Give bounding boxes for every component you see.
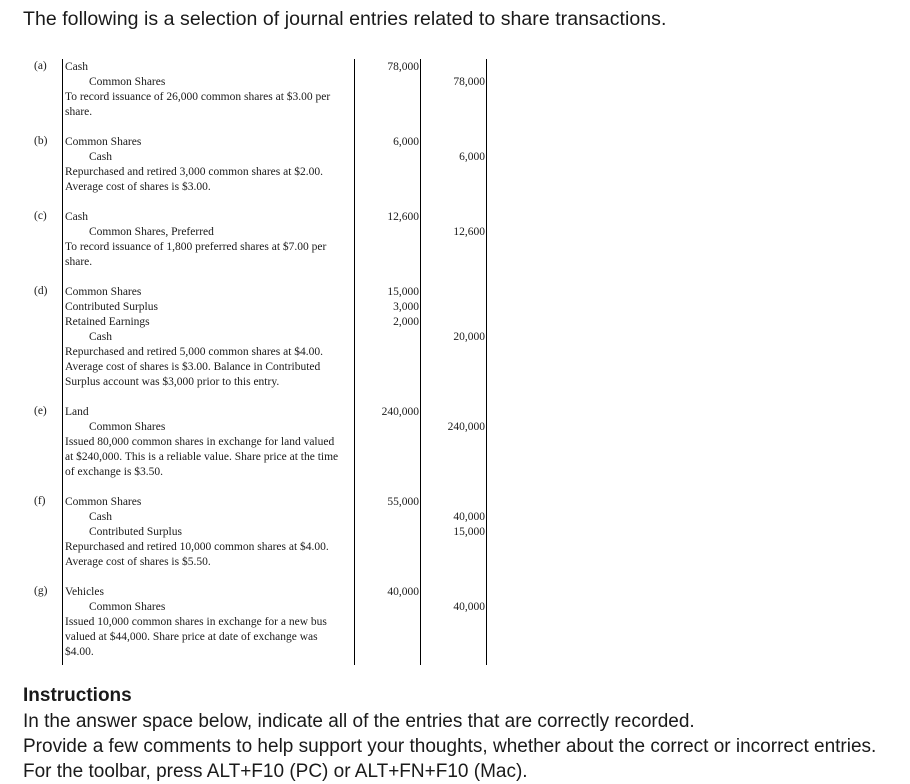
entry-explanation: To record issuance of 1,800 preferred shares at $7.00 per: [65, 241, 327, 253]
debit-amount: 240,000: [381, 406, 419, 418]
credit-account: Cash: [89, 511, 112, 523]
credit-account: Common Shares: [89, 421, 166, 433]
debit-amount: 55,000: [387, 496, 419, 508]
entry-explanation: To record issuance of 26,000 common shares at $3.00 per: [65, 91, 331, 103]
entry-explanation: Repurchased and retired 10,000 common shares at $4.00.: [65, 541, 329, 553]
credit-amount: 20,000: [453, 331, 485, 343]
credit-amount: 78,000: [453, 76, 485, 88]
debit-account: Contributed Surplus: [65, 301, 158, 313]
debit-amount: 12,600: [387, 211, 419, 223]
credit-account: Cash: [89, 331, 112, 343]
debit-amount: 2,000: [393, 316, 419, 328]
entry-explanation: Average cost of shares is $3.00.: [65, 181, 211, 193]
entry-letter: (b): [34, 135, 48, 147]
entry-explanation: Average cost of shares is $3.00. Balance in Contributed: [65, 361, 321, 373]
entry-explanation: share.: [65, 256, 93, 268]
debit-account: Cash: [65, 211, 88, 223]
entry-explanation: Repurchased and retired 3,000 common shares at $2.00.: [65, 166, 324, 178]
instructions-line: In the answer space below, indicate all of the entries that are correctly recorded.: [23, 711, 695, 732]
debit-amount: 78,000: [387, 61, 419, 73]
debit-column-rule: [420, 59, 421, 665]
credit-account: Common Shares: [89, 601, 166, 613]
credit-amount: 12,600: [453, 226, 485, 238]
left-rule: [62, 59, 63, 665]
entry-letter: (g): [34, 585, 48, 597]
entry-letter: (c): [34, 210, 47, 222]
debit-amount: 3,000: [393, 301, 419, 313]
entry-explanation: Issued 80,000 common shares in exchange for land valued: [65, 436, 335, 448]
entry-explanation: Average cost of shares is $5.50.: [65, 556, 211, 568]
description-divider-rule: [354, 59, 355, 665]
entry-explanation: $4.00.: [65, 646, 94, 658]
entry-explanation: Repurchased and retired 5,000 common shares at $4.00.: [65, 346, 324, 358]
debit-amount: 15,000: [387, 286, 419, 298]
credit-amount: 6,000: [459, 151, 485, 163]
debit-account: Common Shares: [65, 496, 142, 508]
debit-account: Cash: [65, 61, 88, 73]
entry-letter: (e): [34, 405, 47, 417]
debit-account: Common Shares: [65, 286, 142, 298]
entry-explanation: share.: [65, 106, 93, 118]
instructions-line: For the toolbar, press ALT+F10 (PC) or ALT+FN+F10 (Mac).: [23, 761, 528, 782]
credit-account: Cash: [89, 151, 112, 163]
debit-account: Retained Earnings: [65, 316, 150, 328]
credit-amount: 15,000: [453, 526, 485, 538]
entry-letter: (d): [34, 285, 48, 297]
debit-amount: 40,000: [387, 586, 419, 598]
entry-explanation: Issued 10,000 common shares in exchange for a new bus: [65, 616, 327, 628]
entry-explanation: of exchange is $3.50.: [65, 466, 164, 478]
credit-account: Common Shares, Preferred: [89, 226, 214, 238]
debit-account: Vehicles: [65, 586, 104, 598]
debit-account: Common Shares: [65, 136, 142, 148]
entry-explanation: at $240,000. This is a reliable value. Share price at the time: [65, 451, 339, 463]
credit-amount: 240,000: [447, 421, 485, 433]
credit-amount: 40,000: [453, 601, 485, 613]
debit-amount: 6,000: [393, 136, 419, 148]
entry-explanation: Surplus account was $3,000 prior to this entry.: [65, 376, 280, 388]
instructions-line: Provide a few comments to help support your thoughts, whether about the correct or incorrect entries.: [23, 736, 877, 757]
intro-text: The following is a selection of journal entries related to share transactions.: [23, 8, 667, 30]
instructions: [23, 683, 903, 784]
entry-letter: (f): [34, 495, 46, 507]
instructions-heading: Instructions: [23, 685, 132, 706]
debit-account: Land: [65, 406, 89, 418]
entry-explanation: valued at $44,000. Share price at date of exchange was: [65, 631, 318, 643]
credit-amount: 40,000: [453, 511, 485, 523]
credit-account: Contributed Surplus: [89, 526, 182, 538]
credit-column-rule: [486, 59, 487, 665]
credit-account: Common Shares: [89, 76, 166, 88]
entry-letter: (a): [34, 60, 47, 72]
